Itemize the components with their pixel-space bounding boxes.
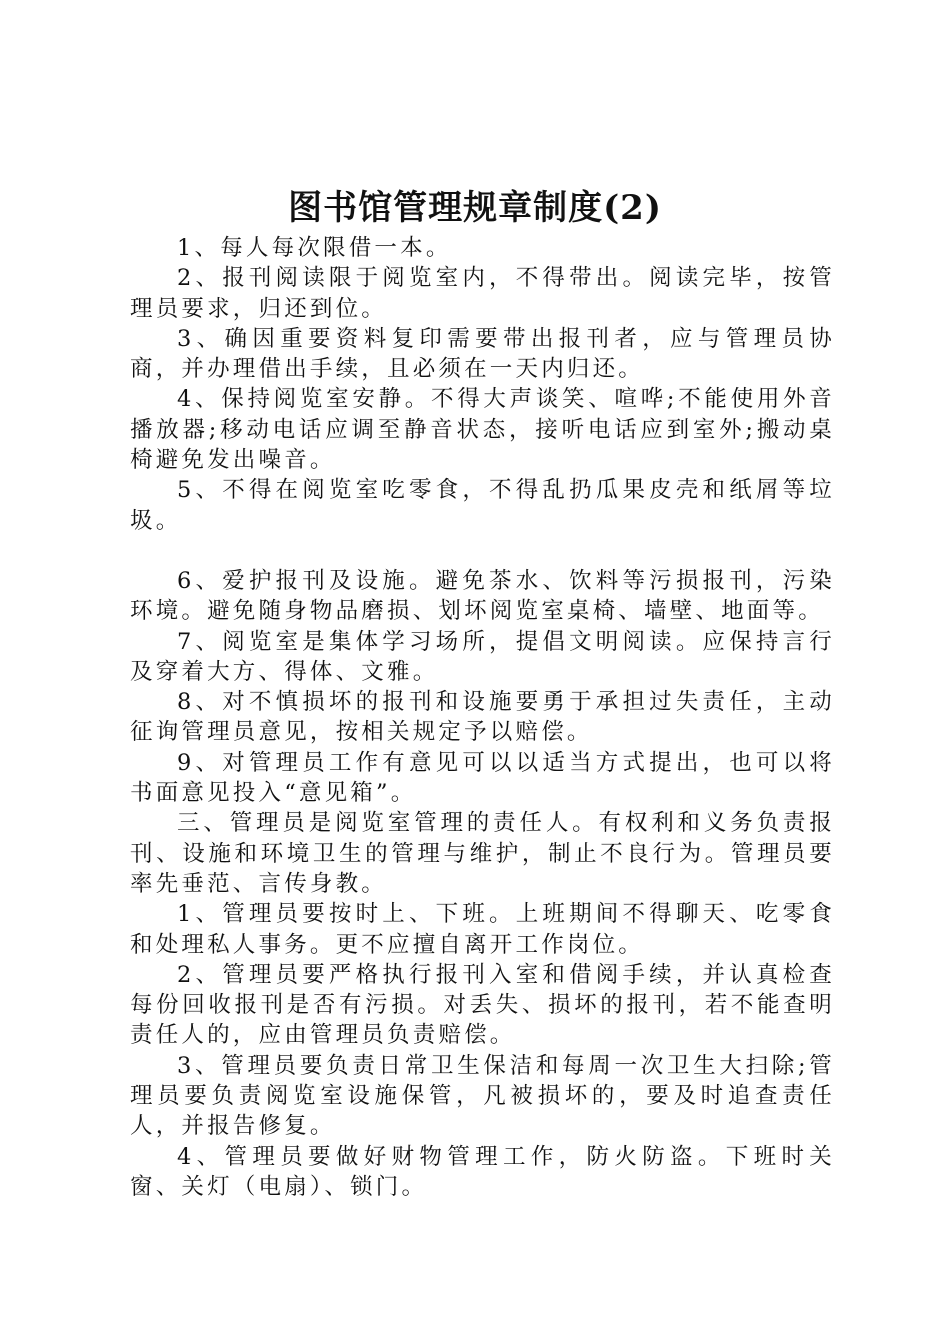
paragraph-duty-4: 4、管理员要做好财物管理工作，防火防盗。下班时关窗、关灯（电扇）、锁门。 bbox=[130, 1143, 835, 1200]
document-body bbox=[130, 233, 835, 1202]
paragraph-rule-8: 8、对不慎损坏的报刊和设施要勇于承担过失责任，主动征询管理员意见，按相关规定予以赔偿。 bbox=[130, 689, 835, 746]
paragraph-rule-5: 5、不得在阅览室吃零食，不得乱扔瓜果皮壳和纸屑等垃圾。 bbox=[130, 477, 835, 534]
paragraph-rule-7: 7、阅览室是集体学习场所，提倡文明阅读。应保持言行及穿着大方、得体、文雅。 bbox=[130, 628, 835, 685]
paragraph-duty-1: 1、管理员要按时上、下班。上班期间不得聊天、吃零食和处理私人事务。更不应擅自离开工作岗位。 bbox=[130, 901, 835, 958]
paragraph-rule-6: 6、爱护报刊及设施。避免茶水、饮料等污损报刊，污染环境。避免随身物品磨损、划坏阅览室桌椅、墙壁、地面等。 bbox=[130, 567, 835, 625]
paragraph-duty-2: 2、管理员要严格执行报刊入室和借阅手续，并认真检查每份回收报刊是否有污损。对丢失、损坏的报刊，若不能查明责任人的，应由管理员负责赔偿。 bbox=[130, 961, 835, 1049]
paragraph-section-3: 三、管理员是阅览室管理的责任人。有权利和义务负责报刊、设施和环境卫生的管理与维护，制止不良行为。管理员要率先垂范、言传身教。 bbox=[130, 810, 835, 897]
paragraph-rule-2: 2、报刊阅读限于阅览室内，不得带出。阅读完毕，按管理员要求，归还到位。 bbox=[130, 265, 835, 322]
paragraph-rule-3: 3、确因重要资料复印需要带出报刊者，应与管理员协商，并办理借出手续，且必须在一天内归还。 bbox=[130, 325, 835, 383]
paragraph-rule-1: 1、每人每次限借一本。 bbox=[177, 235, 452, 261]
paragraph-rule-9: 9、对管理员工作有意见可以以适当方式提出，也可以将书面意见投入“意见箱”。 bbox=[130, 749, 835, 807]
document-title: 图书馆管理规章制度(2) bbox=[288, 188, 662, 228]
paragraph-duty-3: 3、管理员要负责日常卫生保洁和每周一次卫生大扫除;管理员要负责阅览室设施保管，凡被损坏的，要及时追查责任人，并报告修复。 bbox=[130, 1052, 835, 1140]
paragraph-rule-4: 4、保持阅览室安静。不得大声谈笑、喧哗;不能使用外音播放器;移动电话应调至静音状态，接听电话应到室外;搬动桌椅避免发出噪音。 bbox=[130, 386, 835, 474]
